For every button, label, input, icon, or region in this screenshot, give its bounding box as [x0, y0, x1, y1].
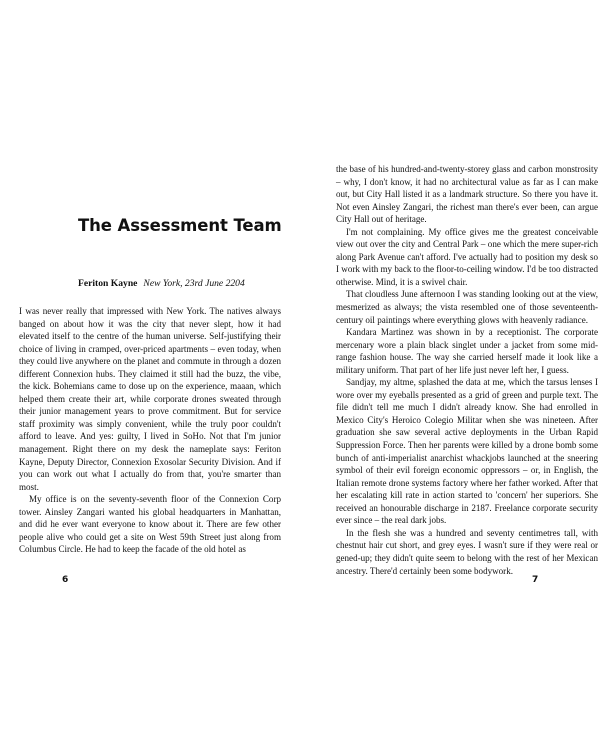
- body-paragraph: Kandara Martinez was shown in by a receptionist. The corporate mercenary wore a plain black singlet under a jacket from some mid-range fashion house. The way she carried herself made it look like a military uniform. That part of her life just never left her, I guess.: [336, 327, 598, 375]
- body-paragraph: That cloudless June afternoon I was standing looking out at the view, mesmerized as always; the vista resembled one of those seventeenth-century oil paintings where everything glows with heavenly radiance.: [336, 289, 598, 325]
- page-number: 7: [532, 575, 539, 585]
- body-paragraph: the base of his hundred-and-twenty-storey glass and carbon monstrosity – why, I don't know, it had no architectural value as far as I can make out, but City Hall listed it as a landmark structure. So there you have it. Not even Ainsley Zangari, the richest man there's ever been, can argue City Hall out of heritage.: [336, 164, 598, 225]
- chapter-byline: [78, 278, 245, 289]
- body-paragraph: Sandjay, my altme, splashed the data at me, which the tarsus lenses I wore over my eyeballs presented as a grid of green and purple text. The file didn't tell me much I didn't already know. She had enrolled in Mexico City's Heroico Colegio Militar when she was nineteen. After graduation she saw several active deployments in the Urban Rapid Suppression Force. Then her parents were killed by a drone bomb some bunch of anti-imperialist anarchist whackjobs launched at the sneering symbol of their evil foreign economic oppressors – or, in English, the Italian remote drone systems factory where her father worked. After that her escalating kill rate in action started to 'concern' her superiors. She received an honourable discharge in 2187. Freelance corporate security ever since – the real dark jobs.: [336, 377, 599, 526]
- body-paragraph: My office is on the seventy-seventh floor of the Connexion Corp tower. Ainsley Zangari wanted his global headquarters in Manhattan, and did he ever want everyone to know about it. There are few other people alive who could get a site on West 59th Street just along from Columbus Circle. He had to keep the facade of the old hotel as: [19, 494, 281, 555]
- page-number: 6: [62, 575, 69, 585]
- chapter-title: The Assessment Team: [78, 216, 282, 235]
- left-page-body: [19, 305, 281, 556]
- byline-place-date: New York, 23rd June 2204: [143, 278, 245, 289]
- right-page-body: [336, 163, 598, 577]
- body-paragraph: I'm not complaining. My office gives me the greatest conceivable view out over the city and Central Park – one which the mere super-rich along Park Avenue can't afford. I've actually had to position my desk so I work with my back to the floor-to-ceiling window. I'd be too distracted otherwise. Mind, it is a swivel chair.: [336, 226, 598, 287]
- body-paragraph: In the flesh she was a hundred and seventy centimetres tall, with chestnut hair cut short, and grey eyes. I wasn't sure if they were real or gened-up; they didn't quite seem to belong with the rest of her Mexican ancestry. There'd certainly been some bodywork.: [336, 527, 598, 576]
- byline-name: Feriton Kayne: [78, 278, 138, 289]
- right-page: [300, 0, 600, 750]
- body-paragraph: I was never really that impressed with New York. The natives always banged on about how it was the city that never slept, how it had elevated itself to the centre of the human universe. Self-justifying their choice of living in cramped, over-priced apartments – even today, when they could live anywhere on the planet and commute in through a dozen different Connexion hubs. They claimed it still had the buzz, the vibe, the kick. Bohemians came to dose up on the experience, maaan, which helped them create their art, while corporate drones sweated through their junior management years to prove commitment. But for service staff proximity was simply convenient, while the truly poor couldn't afford to leave. And yes: guilty, I lived in SoHo. Not that I'm junior management. Right there on my desk the nameplate says: Feriton Kayne, Deputy Director, Connexion Exosolar Security Division. And if you can work out what I actually do from that, you're smarter than most.: [19, 306, 281, 492]
